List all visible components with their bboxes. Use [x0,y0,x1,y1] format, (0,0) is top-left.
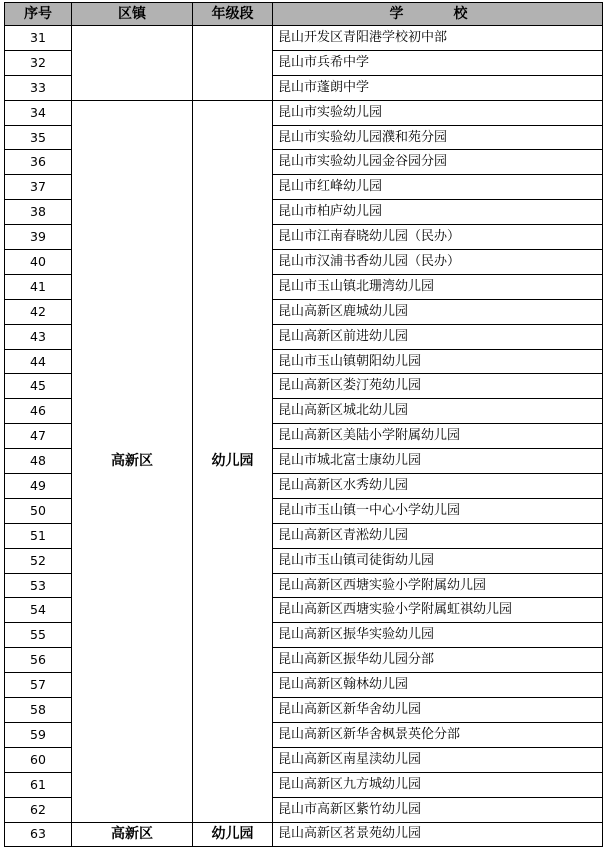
header-district: 区镇 [72,3,193,26]
grade-cell [193,26,273,101]
school-table [4,2,603,847]
table-row [5,26,603,51]
row-number: 40 [5,250,72,275]
header-row [5,3,603,26]
school-name: 昆山市红峰幼儿园 [273,175,603,200]
header-no: 序号 [5,3,72,26]
row-number: 56 [5,648,72,673]
school-name: 昆山市汉浦书香幼儿园（民办） [273,250,603,275]
row-number: 42 [5,299,72,324]
row-number: 57 [5,673,72,698]
row-number: 47 [5,424,72,449]
school-name: 昆山高新区青淞幼儿园 [273,523,603,548]
row-number: 50 [5,498,72,523]
school-name: 昆山市江南春晓幼儿园（民办） [273,225,603,250]
row-number: 48 [5,449,72,474]
table-body [5,26,603,847]
grade-cell: 幼儿园 [193,822,273,847]
school-name: 昆山市实验幼儿园濮和苑分园 [273,125,603,150]
school-name: 昆山高新区西塘实验小学附属虹祺幼儿园 [273,598,603,623]
school-name: 昆山高新区新华舍幼儿园 [273,698,603,723]
header-school: 学 校 [273,3,603,26]
row-number: 61 [5,772,72,797]
table-row [5,822,603,847]
school-name: 昆山高新区新华舍枫景英伦分部 [273,722,603,747]
row-number: 60 [5,747,72,772]
row-number: 34 [5,100,72,125]
school-name: 昆山市玉山镇司徒街幼儿园 [273,548,603,573]
district-cell: 高新区 [72,822,193,847]
row-number: 33 [5,75,72,100]
row-number: 63 [5,822,72,847]
row-number: 51 [5,523,72,548]
district-cell: 高新区 [72,100,193,822]
row-number: 44 [5,349,72,374]
row-number: 37 [5,175,72,200]
school-name: 昆山高新区振华幼儿园分部 [273,648,603,673]
row-number: 36 [5,150,72,175]
grade-cell: 幼儿园 [193,100,273,822]
school-name: 昆山高新区水秀幼儿园 [273,474,603,499]
row-number: 54 [5,598,72,623]
school-name: 昆山高新区鹿城幼儿园 [273,299,603,324]
school-name: 昆山高新区西塘实验小学附属幼儿园 [273,573,603,598]
school-name: 昆山高新区九方城幼儿园 [273,772,603,797]
school-name: 昆山高新区翰林幼儿园 [273,673,603,698]
row-number: 53 [5,573,72,598]
school-name: 昆山市玉山镇一中心小学幼儿园 [273,498,603,523]
school-name: 昆山市玉山镇朝阳幼儿园 [273,349,603,374]
school-name: 昆山市柏庐幼儿园 [273,200,603,225]
school-name: 昆山高新区振华实验幼儿园 [273,623,603,648]
school-name: 昆山市蓬朗中学 [273,75,603,100]
row-number: 39 [5,225,72,250]
row-number: 52 [5,548,72,573]
row-number: 45 [5,374,72,399]
row-number: 41 [5,274,72,299]
district-cell [72,26,193,101]
row-number: 49 [5,474,72,499]
row-number: 55 [5,623,72,648]
row-number: 31 [5,26,72,51]
school-name: 昆山高新区美陆小学附属幼儿园 [273,424,603,449]
row-number: 46 [5,399,72,424]
row-number: 35 [5,125,72,150]
row-number: 43 [5,324,72,349]
school-name: 昆山高新区茗景苑幼儿园 [273,822,603,847]
school-name: 昆山高新区前进幼儿园 [273,324,603,349]
row-number: 32 [5,50,72,75]
school-name: 昆山市兵希中学 [273,50,603,75]
school-name: 昆山高新区娄汀苑幼儿园 [273,374,603,399]
header-grade: 年级段 [193,3,273,26]
school-name: 昆山开发区青阳港学校初中部 [273,26,603,51]
school-name: 昆山高新区南星渎幼儿园 [273,747,603,772]
row-number: 38 [5,200,72,225]
table-row [5,100,603,125]
row-number: 58 [5,698,72,723]
school-name: 昆山市玉山镇北珊湾幼儿园 [273,274,603,299]
school-name: 昆山市城北富士康幼儿园 [273,449,603,474]
school-name: 昆山市高新区紫竹幼儿园 [273,797,603,822]
school-name: 昆山高新区城北幼儿园 [273,399,603,424]
school-name: 昆山市实验幼儿园 [273,100,603,125]
row-number: 59 [5,722,72,747]
row-number: 62 [5,797,72,822]
school-name: 昆山市实验幼儿园金谷园分园 [273,150,603,175]
